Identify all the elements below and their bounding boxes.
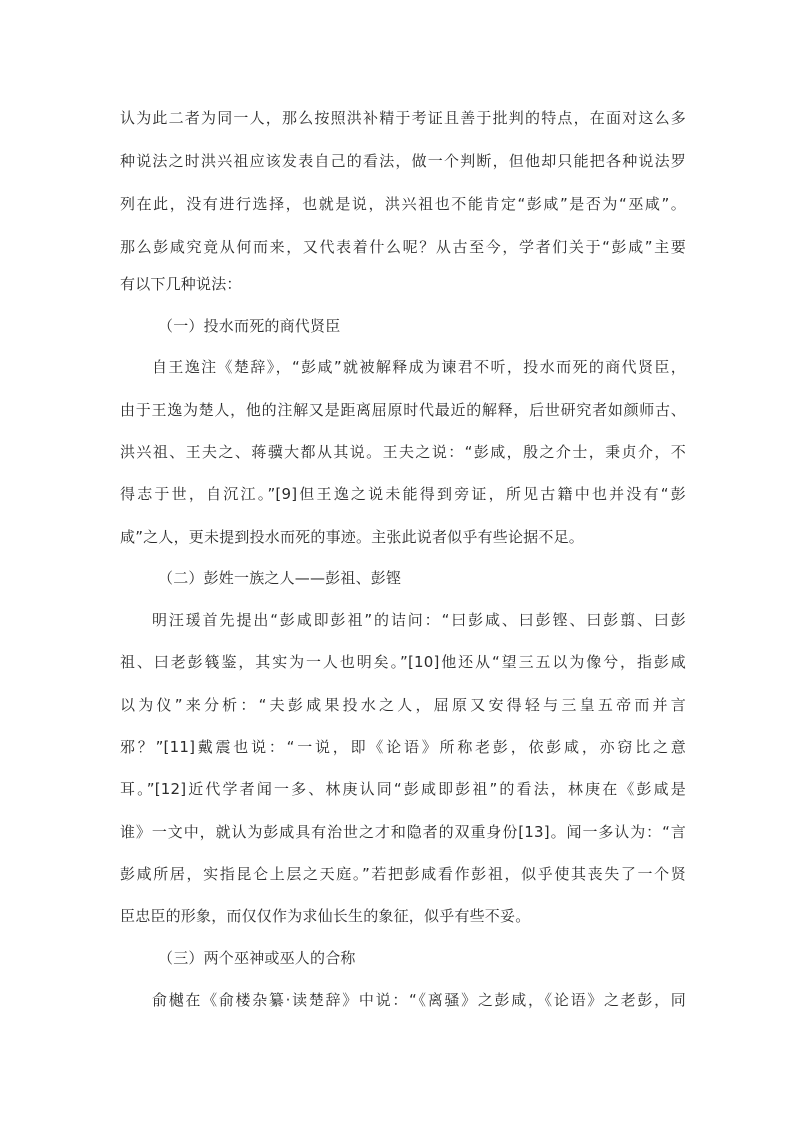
text-line: 邪？”[11]戴震也说：“一说，即《论语》所称老彭，依彭咸，亦窃比之意 <box>120 738 686 756</box>
text-line: 列在此，没有进行选择，也就是说，洪兴祖也不能肯定“彭咸”是否为“巫咸”。 <box>120 195 686 213</box>
text-line: 谁》一文中，就认为彭咸具有治世之才和隐者的双重身份[13]。闻一多认为：“言 <box>120 823 686 841</box>
text-line: 有以下几种说法： <box>120 275 242 293</box>
text-line: 种说法之时洪兴祖应该发表自己的看法，做一个判断，但他却只能把各种说法罗 <box>120 152 686 170</box>
text-line: 咸”之人，更未提到投水而死的事迹。主张此说者似乎有些论据不足。 <box>120 528 584 546</box>
text-line: 得志于世，自沉江。”[9]但王逸之说未能得到旁证，所见古籍中也并没有“彭 <box>120 485 686 503</box>
text-line: 明汪瑗首先提出“彭咸即彭祖”的诘问：“曰彭咸、曰彭铿、曰彭翦、曰彭 <box>152 611 686 629</box>
text-line: 臣忠臣的形象，而仅仅作为求仙长生的象征，似乎有些不妥。 <box>120 907 531 925</box>
text-line: 以为仪”来分析：“夫彭咸果投水之人，屈原又安得轻与三皇五帝而并言 <box>120 696 686 714</box>
text-line: 俞樾在《俞楼杂纂·读楚辞》中说：“《离骚》之彭咸，《论语》之老彭，同 <box>152 991 686 1009</box>
text-line: 耳。”[12]近代学者闻一多、林庚认同“彭咸即彭祖”的看法，林庚在《彭咸是 <box>120 780 686 798</box>
section-heading-1: （一）投水而死的商代贤臣 <box>158 317 341 335</box>
text-line: 由于王逸为楚人，他的注解又是距离屈原时代最近的解释，后世研究者如颜师古、 <box>120 401 686 419</box>
text-line: 自王逸注《楚辞》，“彭咸”就被解释成为谏君不听，投水而死的商代贤臣， <box>152 358 686 376</box>
text-line: 那么彭咸究竟从何而来，又代表着什么呢？从古至今，学者们关于“彭咸”主要 <box>120 238 686 256</box>
text-line: 洪兴祖、王夫之、蒋骥大都从其说。王夫之说：“彭咸，殷之介士，秉贞介，不 <box>120 443 686 461</box>
section-heading-3: （三）两个巫神或巫人的合称 <box>158 949 356 967</box>
text-line: 祖、曰老彭篯鉴，其实为一人也明矣。”[10]他还从“望三五以为像兮，指彭咸 <box>120 653 686 671</box>
text-line: 彭咸所居，实指昆仑上层之天庭。”若把彭咸看作彭祖，似乎使其丧失了一个贤 <box>120 865 686 883</box>
text-line: 认为此二者为同一人，那么按照洪补精于考证且善于批判的特点，在面对这么多 <box>120 109 686 127</box>
section-heading-2: （二）彭姓一族之人——彭祖、彭铿 <box>158 569 402 587</box>
